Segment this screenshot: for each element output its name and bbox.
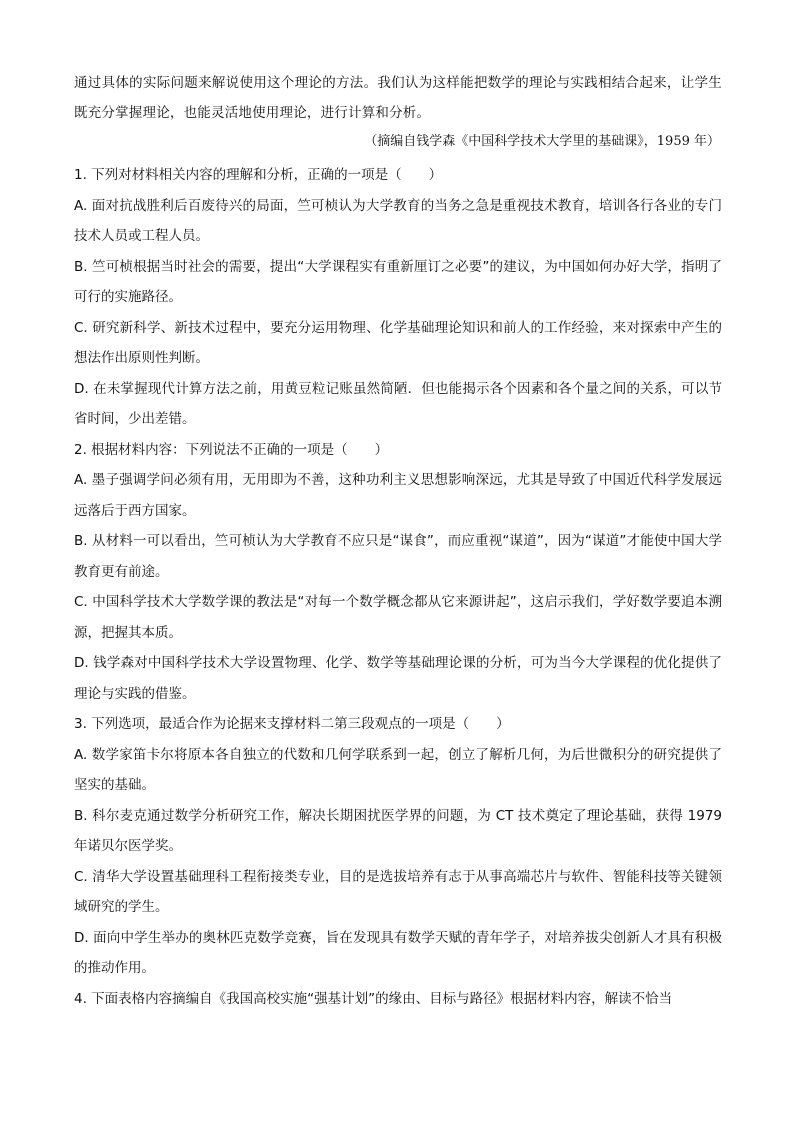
question-stem: 1. 下列对材料相关内容的理解和分析，正确的一项是（ ） [74,167,443,183]
option-d[interactable]: D. 面向中学生举办的奥林匹克数学竞赛，旨在发现具有数学天赋的青年学子，对培养拔尖创新人才具有积极的推动作用。 [74,929,722,976]
question-stem: 3. 下列选项，最适合作为论据来支撑材料二第三段观点的一项是（ ） [74,716,510,732]
option-a[interactable]: A. 面对抗战胜利后百废待兴的局面，竺可桢认为大学教育的当务之急是重视技术教育，培训各行各业的专门技术人员或工程人员。 [74,197,722,244]
option-a[interactable]: A. 墨子强调学问必须有用，无用即为不善，这种功利主义思想影响深远，尤其是导致了中国近代科学发展远远落后于西方国家。 [74,472,722,519]
question-2 [74,435,722,710]
option-a[interactable]: A. 数学家笛卡尔将原本各自独立的代数和几何学联系到一起，创立了解析几何，为后世微积分的研究提供了坚实的基础。 [74,746,722,793]
option-d[interactable]: D. 在未掌握现代计算方法之前，用黄豆粒记账虽然简陋．但也能揭示各个因素和各个量之间的关系，可以节省时间，少出差错。 [74,380,722,427]
passage-text: 通过具体的实际问题来解说使用这个理论的方法。我们认为这样能把数学的理论与实践相结合起来，让学生既充分掌握理论，也能灵活地使用理论，进行计算和分析。 [74,75,722,121]
question-3 [74,709,722,984]
passage-source: （摘编自钱学森《中国科学技术大学里的基础课》，1959 年） [364,134,720,149]
option-b[interactable]: B. 竺可桢根据当时社会的需要，提出“大学课程实有重新厘订之必要”的建议，为中国如何办好大学，指明了可行的实施路径。 [74,258,722,305]
option-c[interactable]: C. 清华大学设置基础理科工程衔接类专业，目的是选拔培养有志于从事高端芯片与软件、智能科技等关键领域研究的学生。 [74,868,722,915]
option-c[interactable]: C. 中国科学技术大学数学课的教法是“对每一个数学概念都从它来源讲起”，这启示我们，学好数学要追本溯源，把握其本质。 [74,594,722,641]
question-stem: 2. 根据材料内容：下列说法不正确的一项是（ ） [74,441,389,458]
question-1 [74,160,722,435]
option-d[interactable]: D. 钱学森对中国科学技术大学设置物理、化学、数学等基础理论课的分析，可为当今大学课程的优化提供了理论与实践的借鉴。 [74,655,722,702]
option-b[interactable]: B. 从材料一可以看出，竺可桢认为大学教育不应只是“谋食”，而应重视“谋道”，因为“谋道”才能使中国大学教育更有前途。 [74,533,722,580]
option-b[interactable]: B. 科尔麦克通过数学分析研究工作，解决长期困扰医学界的问题，为 CT 技术奠定了理论基础，获得 1979 年诺贝尔医学奖。 [74,807,722,854]
question-stem: 4. 下面表格内容摘编自《我国高校实施“强基计划”的缘由、目标与路径》根据材料内容，解读不恰当 [74,990,673,1007]
question-4 [74,984,722,1015]
option-c[interactable]: C. 研究新科学、新技术过程中，要充分运用物理、化学基础理论知识和前人的工作经验，来对探索中产生的想法作出原则性判断。 [74,319,722,366]
